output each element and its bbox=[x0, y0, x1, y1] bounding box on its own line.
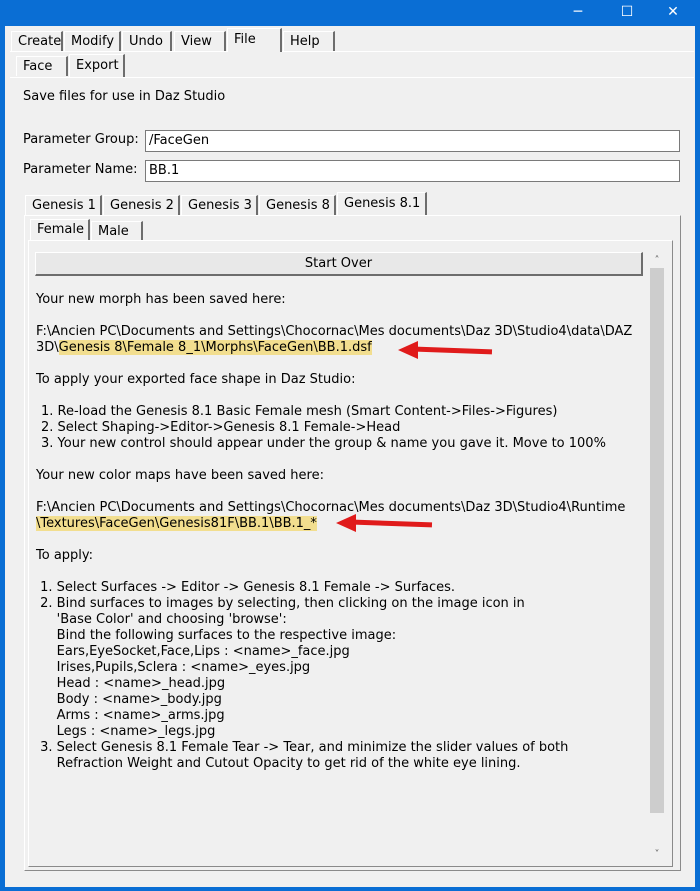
parameter-name-label: Parameter Name: bbox=[23, 162, 138, 177]
apply-face-step: 2. Select Shaping->Editor->Genesis 8.1 Female->Head bbox=[41, 420, 401, 435]
subtab-export[interactable]: Export bbox=[69, 54, 125, 77]
apply-face-step: 3. Your new control should appear under the group & name you gave it. Move to 100% bbox=[41, 436, 606, 451]
window-frame-left bbox=[0, 26, 5, 891]
tab-male[interactable]: Male bbox=[91, 221, 143, 241]
morph-path-line2 bbox=[36, 340, 372, 356]
tab-genesis-1[interactable]: Genesis 1 bbox=[25, 195, 102, 215]
menu-tabs-rule bbox=[10, 51, 694, 52]
morph-path-highlight: Genesis 8\Female 8_1\Morphs\FaceGen\BB.1.dsf bbox=[58, 340, 372, 355]
scroll-up-button[interactable] bbox=[650, 254, 664, 268]
apply-step: Bind the following surfaces to the respective image: bbox=[36, 628, 397, 643]
subtabs-rule bbox=[10, 77, 694, 78]
tab-genesis-3[interactable]: Genesis 3 bbox=[181, 195, 258, 215]
color-saved-heading: Your new color maps have been saved here: bbox=[36, 468, 324, 483]
subtab-face[interactable]: Face bbox=[16, 56, 68, 76]
chevron-up-icon: ˄ bbox=[654, 255, 660, 266]
parameter-group-label: Parameter Group: bbox=[23, 132, 139, 147]
apply-step: 'Base Color' and choosing 'browse': bbox=[36, 612, 287, 627]
close-icon: ✕ bbox=[667, 4, 679, 20]
color-path-highlight: \Textures\FaceGen\Genesis81F\BB.1\BB.1_* bbox=[36, 516, 317, 531]
apply-step: 2. Bind surfaces to images by selecting, then clicking on the image icon in bbox=[36, 596, 525, 611]
tab-file[interactable]: File bbox=[227, 28, 282, 52]
apply-step: 3. Select Genesis 8.1 Female Tear -> Tear, and minimize the slider values of both bbox=[36, 740, 569, 755]
apply-face-heading: To apply your exported face shape in Daz Studio: bbox=[36, 372, 356, 387]
color-path-line2 bbox=[36, 516, 317, 532]
tab-modify[interactable]: Modify bbox=[64, 31, 121, 51]
apply-heading: To apply: bbox=[36, 548, 94, 563]
close-button[interactable] bbox=[650, 0, 696, 26]
window-frame-right bbox=[695, 26, 700, 891]
maximize-button[interactable] bbox=[604, 0, 650, 26]
maximize-icon: ☐ bbox=[620, 4, 634, 20]
chevron-down-icon: ˅ bbox=[654, 849, 660, 860]
tab-genesis-8-1[interactable]: Genesis 8.1 bbox=[337, 192, 427, 216]
tab-view[interactable]: View bbox=[174, 31, 226, 51]
tab-undo[interactable]: Undo bbox=[122, 31, 172, 51]
morph-path-line1: F:\Ancien PC\Documents and Settings\Chocornac\Mes documents\Daz 3D\Studio4\data\DAZ bbox=[36, 324, 633, 339]
color-path-line1: F:\Ancien PC\Documents and Settings\Chocornac\Mes documents\Daz 3D\Studio4\Runtime bbox=[36, 500, 626, 515]
apply-step: Body : <name>_body.jpg bbox=[36, 692, 222, 707]
scroll-down-button[interactable] bbox=[650, 848, 664, 862]
parameter-group-input[interactable]: /FaceGen bbox=[145, 130, 680, 152]
parameter-name-input[interactable]: BB.1 bbox=[145, 160, 680, 182]
tab-genesis-8[interactable]: Genesis 8 bbox=[259, 195, 336, 215]
window-frame-bottom bbox=[0, 887, 700, 891]
annotation-arrow-icon bbox=[398, 341, 494, 359]
apply-step: Arms : <name>_arms.jpg bbox=[36, 708, 225, 723]
apply-step: Head : <name>_head.jpg bbox=[36, 676, 226, 691]
minimize-button[interactable] bbox=[555, 0, 601, 26]
apply-step: Legs : <name>_legs.jpg bbox=[36, 724, 216, 739]
tab-create[interactable]: Create bbox=[11, 31, 63, 51]
apply-step: Ears,EyeSocket,Face,Lips : <name>_face.jpg bbox=[36, 644, 350, 659]
tab-female[interactable]: Female bbox=[30, 219, 90, 241]
morph-saved-heading: Your new morph has been saved here: bbox=[36, 292, 286, 307]
annotation-arrow-icon bbox=[336, 514, 432, 532]
minimize-icon: ─ bbox=[573, 4, 583, 20]
start-over-button[interactable]: Start Over bbox=[35, 252, 643, 276]
apply-face-step: 1. Re-load the Genesis 8.1 Basic Female mesh (Smart Content->Files->Figures) bbox=[41, 404, 558, 419]
scrollbar-thumb[interactable] bbox=[650, 268, 664, 813]
tab-genesis-2[interactable]: Genesis 2 bbox=[103, 195, 180, 215]
apply-step: Irises,Pupils,Sclera : <name>_eyes.jpg bbox=[36, 660, 311, 675]
morph-path-prefix: 3D\ bbox=[36, 340, 59, 355]
apply-step: 1. Select Surfaces -> Editor -> Genesis 8.1 Female -> Surfaces. bbox=[36, 580, 456, 595]
export-description: Save files for use in Daz Studio bbox=[23, 89, 226, 104]
apply-step: Refraction Weight and Cutout Opacity to get rid of the white eye lining. bbox=[36, 756, 521, 771]
tab-help[interactable]: Help bbox=[283, 31, 335, 51]
